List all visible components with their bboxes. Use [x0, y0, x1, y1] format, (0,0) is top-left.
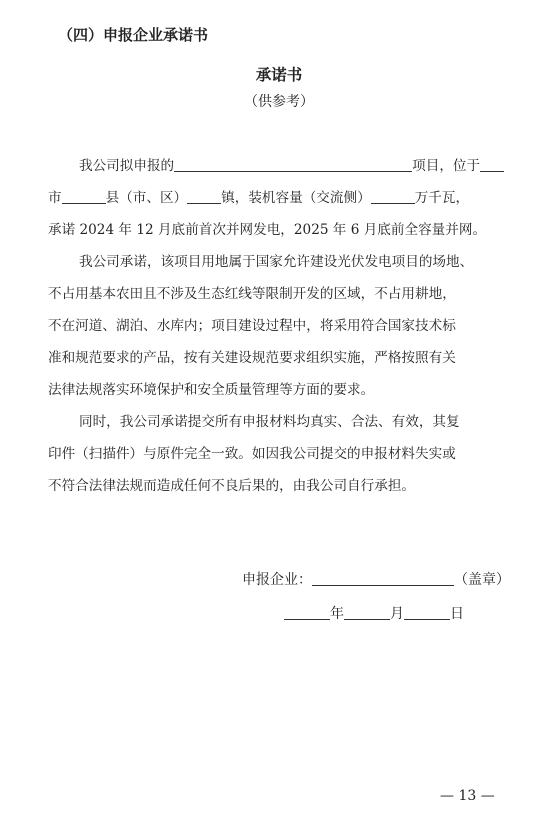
location-blank[interactable]: [480, 157, 504, 172]
para3-line: 同时，我公司承诺提交所有申报材料均真实、合法、有效，其复: [79, 414, 460, 430]
capacity-blank[interactable]: [371, 189, 415, 204]
city-blank[interactable]: [62, 189, 106, 204]
para1-text: 万千瓦，: [414, 190, 470, 206]
para1-text: 项目，位于: [412, 158, 481, 174]
applicant-label: 申报企业：: [242, 572, 312, 588]
para2-line: 准和规范要求的产品，按有关建设规范要求组织实施，严格按照有关: [48, 350, 456, 366]
town-blank[interactable]: [187, 189, 221, 204]
document-subtitle: （供参考）: [244, 94, 314, 110]
para1-text: 县（市、区）: [105, 190, 188, 206]
project-name-blank[interactable]: [174, 157, 412, 172]
signature-line: [242, 569, 510, 589]
para2-line: 不在河道、湖泊、水库内；项目建设过程中，将采用符合国家技术标: [48, 318, 456, 334]
para1-text: 镇，装机容量（交流侧）: [221, 190, 371, 206]
para1-line2: [48, 186, 469, 206]
para2-line: 法律法规落实环境保护和安全质量管理等方面的要求。: [48, 382, 375, 398]
month-label: 月: [390, 606, 404, 622]
para2-line: 不占用基本农田且不涉及生态红线等限制开发的区域，不占用耕地，: [48, 286, 456, 302]
seal-label: （盖章）: [454, 572, 510, 588]
para3-line: 不符合法律法规而造成任何不良后果的，由我公司自行承担。: [48, 478, 416, 494]
month-blank[interactable]: [344, 605, 390, 620]
year-blank[interactable]: [284, 605, 330, 620]
para2-line: 我公司承诺，该项目用地属于国家允许建设光伏发电项目的场地、: [79, 254, 474, 270]
section-heading: （四）申报企业承诺书: [58, 26, 209, 44]
year-label: 年: [330, 606, 344, 622]
applicant-blank[interactable]: [312, 571, 454, 586]
day-blank[interactable]: [404, 605, 450, 620]
date-line: [284, 603, 464, 623]
page-number: — 13 —: [440, 788, 495, 804]
para1-line3: 承诺 2024 年 12 月底前首次并网发电，2025 年 6 月底前全容量并网。: [48, 222, 487, 238]
para3-line: 印件（扫描件）与原件完全一致。如因我公司提交的申报材料失实或: [48, 446, 456, 462]
para1-text: 我公司拟申报的: [79, 158, 175, 174]
para1-line1: [79, 154, 504, 174]
document-title: 承诺书: [255, 66, 303, 84]
para1-text: 市: [48, 190, 62, 206]
day-label: 日: [450, 606, 464, 622]
